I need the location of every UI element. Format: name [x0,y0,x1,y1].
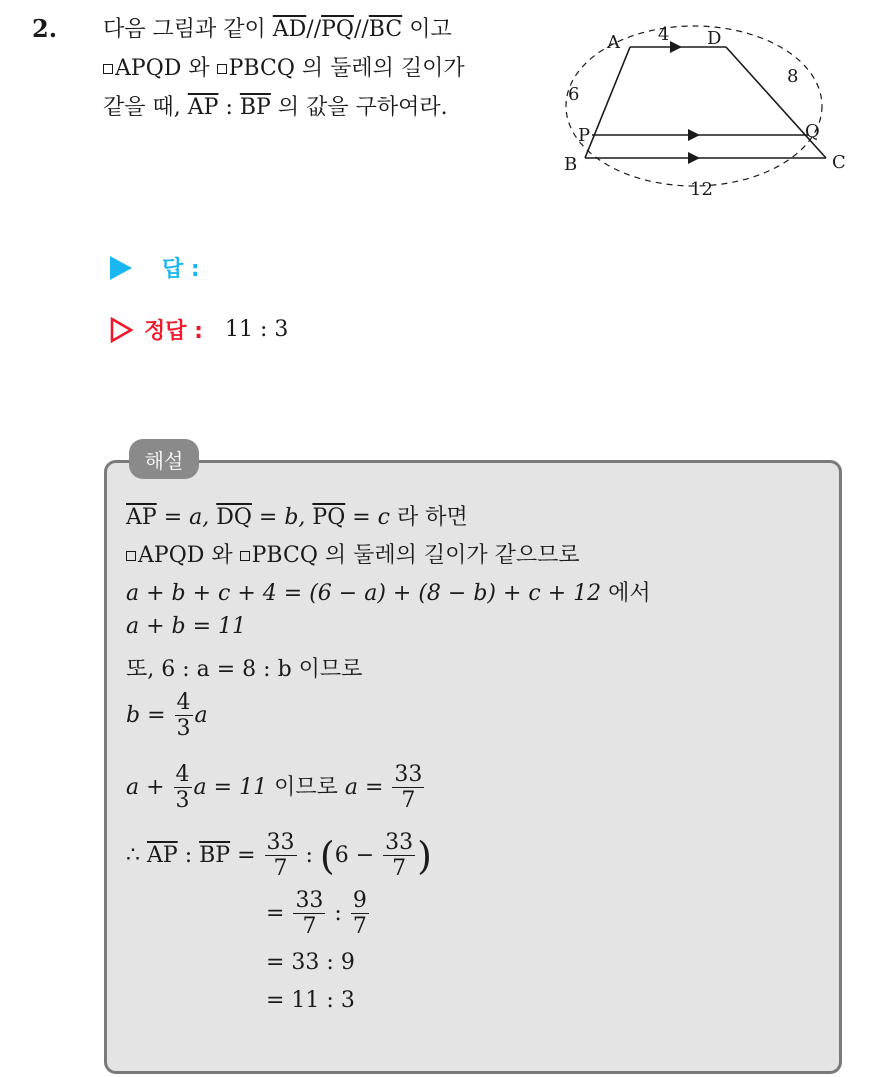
segment-ap: $\overline{AP}$ [187,95,219,120]
length-ab: 6 [568,84,580,105]
arrow-icon [688,129,700,141]
solution-line-6: b = $\frac{4}{3}$ a [126,690,208,742]
length-bc: 12 [690,179,713,200]
correct-answer-row [110,314,288,345]
square-icon [126,551,136,561]
fraction: $\frac{4}{3}$ [175,762,190,814]
solution-line-4: a + b = 11 [126,614,247,639]
solution-line-11: = 11 : 3 [266,988,355,1013]
question-line-3: 같을 때, $\overline{AP}$ : $\overline{BP}$ 의 값을 구하여라. [103,95,448,120]
segment-bc: $\overline{BC}$ [368,17,403,42]
dashed-ellipse [566,26,822,186]
solution-line-10: = 33 : 9 [266,950,355,975]
label-a: A [607,32,620,53]
solution-line-8: ∴ $\overline{AP}$ : $\overline{BP}$ = $\frac{33}{7}$ : (6 − $\frac{33}{7}$ ) [126,830,432,882]
fraction: $\frac{4}{3}$ [176,690,191,742]
arrow-icon [688,152,700,164]
label-b: B [564,154,578,175]
square-icon [217,64,227,74]
label-c: C [832,152,846,173]
solution-tag: 해설 [129,439,199,479]
fraction: $\frac{33}{7}$ [295,888,324,940]
question-line-2: APQD 와 PBCQ 의 둘레의 길이가 [103,51,465,82]
play-icon [110,256,132,280]
fraction: $\frac{33}{7}$ [394,762,423,814]
length-dc: 8 [787,66,799,87]
label-d: D [707,28,722,49]
segment-bp: $\overline{BP}$ [239,95,271,120]
arrow-icon [670,41,682,53]
segment-ad: $\overline{AD}$ [272,17,307,42]
play-outline-icon [110,317,134,343]
fraction: $\frac{33}{7}$ [385,830,414,882]
fraction: $\frac{33}{7}$ [266,830,295,882]
trapezoid-figure [558,20,858,205]
label-q: Q [805,121,820,142]
question-number: 2. [32,14,58,43]
square-icon [240,551,250,561]
label-p: P [578,125,591,146]
solution-line-9: = $\frac{33}{7}$ : $\frac{9}{7}$ [266,888,367,940]
question-line-1: 다음 그림과 같이 $\overline{AD}//\overline{PQ}//\overline{BC}$ 이고 [103,17,452,42]
solution-line-3: a + b + c + 4 = (6 − a) + (8 − b) + c + 12 에서 [126,581,651,606]
segment-ab-line [585,47,630,158]
answer-label: 답 : [162,257,200,282]
answer-row [110,252,200,283]
solution-line-7: a + $\frac{4}{3}$ a = 11 이므로 a = $\frac{33}{7}$ [126,762,423,814]
segment-pq: $\overline{PQ}$ [321,17,354,42]
correct-answer-label: 정답 : [144,319,203,344]
length-ad: 4 [658,24,670,45]
square-icon [103,64,113,74]
correct-answer-value: 11 : 3 [224,317,289,342]
solution-line-1: $\overline{AP} = a$, $\overline{DQ} = b$, $\overline{PQ} = c$ 라 하면 [126,505,468,530]
fraction: $\frac{9}{7}$ [352,888,367,940]
solution-line-5: 또, 6 : a = 8 : b 이므로 [126,657,363,682]
solution-line-2: APQD 와 PBCQ 의 둘레의 길이가 같으므로 [126,538,580,569]
